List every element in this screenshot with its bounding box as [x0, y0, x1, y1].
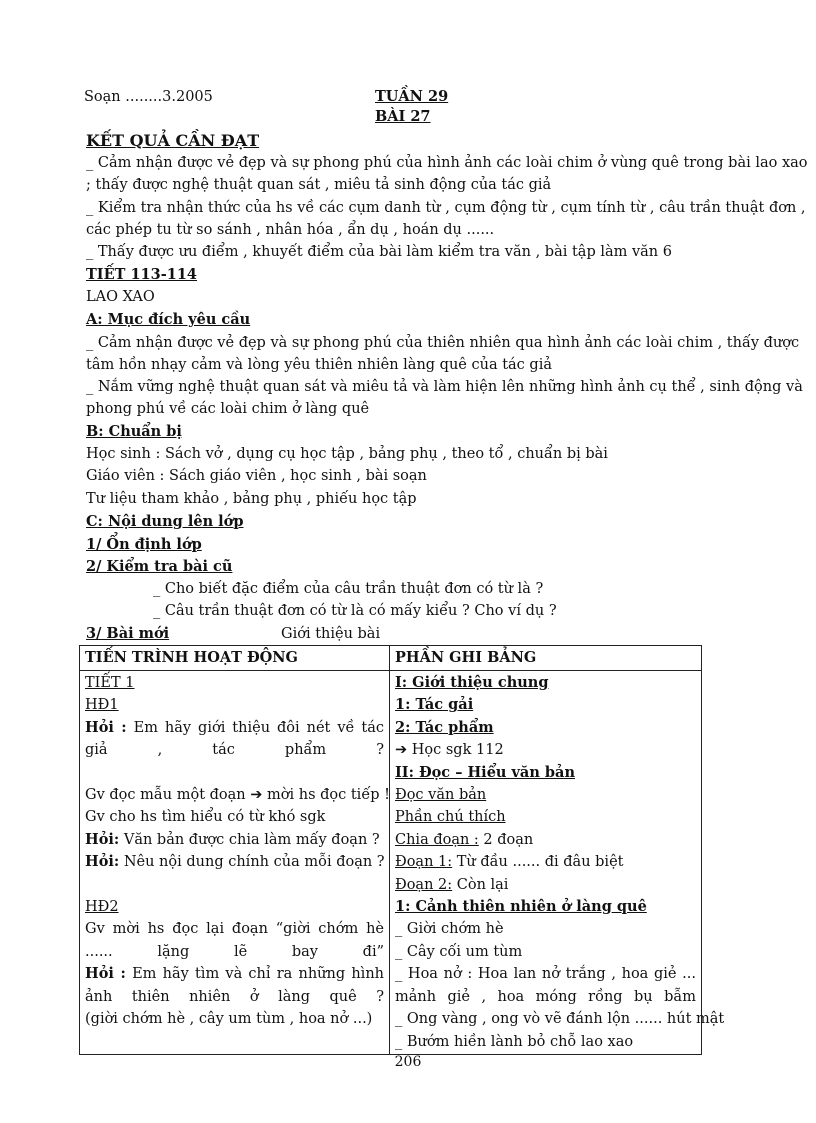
lesson-table: [79, 645, 725, 1055]
soan-date: Soạn ........3.2005: [84, 89, 213, 105]
chuan-bi-line: Tư liệu tham khảo , bảng phụ , phiếu học tập: [86, 491, 417, 507]
section-chuan-bi-title: B: Chuẩn bị: [86, 423, 182, 440]
teacher-reread: Gv mời hs đọc lại đoạn “giời chớm hè ...... lặng lẽ bay đi”: [85, 921, 384, 960]
right-column-header: PHẦN GHI BẢNG: [390, 646, 702, 671]
chuan-bi-line: Học sinh : Sách vở , dụng cụ học tập , bảng phụ , theo tổ , chuẩn bị bài: [86, 446, 608, 462]
hd1-label: HĐ1: [85, 697, 119, 714]
week-title: TUẦN 29: [375, 88, 449, 105]
doan-2: Đoạn 2: Còn lại: [395, 876, 509, 893]
ket-qua-line: ; thấy được nghệ thuật quan sát , miêu tả sinh động của tác giả: [86, 177, 552, 193]
arrow-right-icon: ➔: [250, 787, 263, 804]
lesson-name: LAO XAO: [86, 289, 155, 305]
activity-column: [80, 671, 390, 1055]
kiem-tra-bai-cu: 2/ Kiểm tra bài cũ: [86, 558, 233, 575]
bai-moi: 3/ Bài mới: [86, 625, 170, 642]
expected-answer: (giời chớm hè , cây um tùm , hoa nở ...): [85, 1011, 373, 1028]
chuan-bi-line: Giáo viên : Sách giáo viên , học sinh , bài soạn: [86, 468, 427, 484]
review-question: _ Câu trần thuật đơn có từ là có mấy kiểu ? Cho ví dụ ?: [153, 603, 557, 619]
arrow-right-icon: ➔: [395, 742, 408, 759]
board-column: [390, 671, 725, 1055]
left-column-header: TIẾN TRÌNH HOẠT ĐỘNG: [80, 646, 390, 671]
nature-item: _ Giời chớm hè: [395, 921, 504, 938]
muc-dich-line: phong phú về các loài chim ở làng quê: [86, 401, 370, 417]
tac-gia: 1: Tác gải: [395, 696, 474, 714]
section-muc-dich-title: A: Mục đích yêu cầu: [86, 311, 251, 328]
question-3: Hỏi: Nêu nội dung chính của mỗi đoạn ?: [85, 853, 385, 871]
muc-dich-line: tâm hồn nhạy cảm và lòng yêu thiên nhiên làng quê của tác giả: [86, 357, 552, 373]
lesson-number: BÀI 27: [375, 108, 431, 125]
question-1: Hỏi : Em hãy giới thiệu đôi nét về tác giả , tác phẩm ?: [85, 718, 384, 759]
teacher-reading: Gv đọc mẫu một đoạn ➔ mời hs đọc tiếp !: [85, 787, 390, 804]
doc-hieu-van-ban: II: Đọc – Hiểu văn bản: [395, 763, 575, 781]
question-2: Hỏi: Văn bản được chia làm mấy đoạn ?: [85, 830, 380, 848]
page-number: 206: [394, 1054, 422, 1070]
nature-item: _ Hoa nở : Hoa lan nở trắng , hoa giẻ ... mảnh giẻ , hoa móng rồng bụ bẫm: [395, 966, 696, 1005]
ket-qua-line: _ Kiểm tra nhận thức của hs về các cụm danh từ , cụm động từ , cụm tính từ , câu trần thuật đơn ,: [86, 200, 806, 216]
muc-dich-line: _ Cảm nhận được vẻ đẹp và sự phong phú của thiên nhiên qua hình ảnh các loài chim , thấy được: [86, 335, 800, 351]
nature-item: _ Bướm hiền lành bỏ chỗ lao xao: [395, 1033, 634, 1050]
nature-item: _ Cây cối um tùm: [395, 943, 523, 960]
tiet-title: TIẾT 113-114: [86, 266, 198, 283]
chia-doan: Chia đoạn : 2 đoạn: [395, 831, 534, 848]
tac-pham: 2: Tác phẩm: [395, 718, 494, 736]
doan-1: Đoạn 1: Từ đầu ...... đi đâu biệt: [395, 854, 624, 871]
nature-item: _ Ong vàng , ong vò vẽ đánh lộn ...... hút mật: [395, 1011, 725, 1028]
teacher-vocab: Gv cho hs tìm hiểu có từ khó sgk: [85, 809, 326, 826]
on-dinh-lop: 1/ Ổn định lớp: [86, 536, 202, 553]
gioi-thieu-chung: I: Giới thiệu chung: [395, 674, 549, 691]
section-ket-qua-title: KẾT QUẢ CẦN ĐẠT: [86, 131, 260, 150]
hoc-sgk: ➔ Học sgk 112: [395, 742, 504, 759]
ket-qua-line: các phép tu từ so sánh , nhân hóa , ẩn dụ , hoán dụ ......: [86, 222, 495, 238]
canh-thien-nhien: 1: Cảnh thiên nhiên ở làng quê: [395, 898, 647, 916]
ket-qua-line: _ Cảm nhận được vẻ đẹp và sự phong phú của hình ảnh các loài chim ở vùng quê trong bài lao xao: [86, 155, 808, 171]
question-4: Hỏi : Em hãy tìm và chỉ ra những hình ảnh thiên nhiên ở làng quê ?: [85, 965, 384, 1005]
tiet-1-label: TIẾT 1: [85, 675, 135, 691]
hd2-label: HĐ2: [85, 899, 119, 916]
muc-dich-line: _ Nắm vững nghệ thuật quan sát và miêu tả và làm hiện lên những hình ảnh cụ thể , sinh động và: [86, 379, 803, 395]
section-noi-dung-title: C: Nội dung lên lớp: [86, 513, 244, 530]
ket-qua-line: _ Thấy được ưu điểm , khuyết điểm của bài làm kiểm tra văn , bài tập làm văn 6: [86, 244, 672, 260]
doc-van-ban: Đọc văn bản: [395, 787, 487, 804]
review-question: _ Cho biết đặc điểm của câu trần thuật đơn có từ là ?: [153, 581, 544, 597]
phan-chu-thich: Phần chú thích: [395, 809, 506, 826]
gioi-thieu-bai: Giới thiệu bài: [281, 626, 381, 642]
